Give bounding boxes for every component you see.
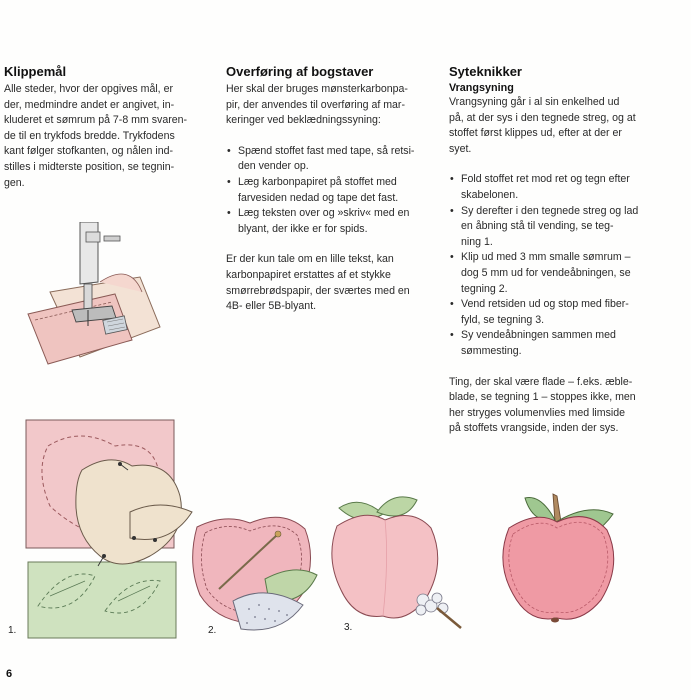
syteknikker-outro-line: Ting, der skal være flade – f.eks. æble- [449,375,633,388]
syteknikker-outro-line: på stoffets vrangside, inden der sys. [449,422,619,435]
klippemaal-line: kluderet et sømrum på 7-8 mm svaren- [4,114,188,127]
syteknikker-list [449,172,649,359]
column-syteknikker [449,64,649,437]
column-klippemaal [4,64,204,191]
figure-1-label: 1. [8,625,17,636]
overfoering-list [226,144,431,238]
syteknikker-outro-line: blade, se tegning 1 – stoppes ikke, men [449,391,636,404]
column-overfoering [226,64,431,315]
figure-2-illustration [185,505,320,640]
overfoering-intro-line: pir, der anvendes til overføring af mar- [226,98,405,111]
syteknikker-intro-line: syet. [449,142,472,155]
finished-apple-illustration [495,484,625,634]
list-item: • Klip ud med 3 mm smalle sømrum – dog 5 mm ud for vendeåbningen, se tegning 2. [449,250,649,297]
figure-2-label: 2. [208,625,217,636]
subheading-vrangsyning: Vrangsyning [449,82,514,94]
overfoering-outro-line: smørrebrødspapir, der sværtes med en [226,284,410,297]
heading-klippemaal: Klippemål [4,64,67,79]
klippemaal-line: de til en trykfods bredde. Trykfodens [4,129,175,142]
list-item: • Sy derefter i den tegnede streg og lad en åbning stå til vending, se teg- ning 1. [449,204,649,251]
klippemaal-line: Alle steder, hvor der opgives mål, er [4,83,173,95]
figure-1-illustration [20,416,200,642]
heading-overfoering: Overføring af bogstaver [226,64,374,79]
klippemaal-line: stilles i midterste position, se tegnin- [4,160,175,173]
overfoering-outro-line: Er der kun tale om en lille tekst, kan [226,253,394,266]
page-number: 6 [6,668,13,680]
klippemaal-line: der, medmindre andet er angivet, in- [4,98,175,111]
list-item: • Sy vendeåbningen sammen med sømmesting. [449,328,649,359]
overfoering-intro-line: keringer ved beklædningssyning: [226,114,381,127]
overfoering-outro-line: karbonpapiret erstattes af et stykke [226,268,391,281]
list-item: • Læg karbonpapiret på stoffet med farvesiden nedad og tape det fast. [226,175,431,206]
list-item: • Spænd stoffet fast med tape, så retsi- den vender op. [226,144,431,175]
list-item: • Vend retsiden ud og stop med fiber- fyld, se tegning 3. [449,297,649,328]
syteknikker-intro-line: på, at der sys i den tegnede streg, og at [449,111,636,124]
list-item: • Læg teksten over og »skriv« med en blyant, der ikke er for spids. [226,206,431,237]
klippemaal-line: kant følger stofkanten, og nålen ind- [4,145,174,158]
sewing-machine-illustration [20,222,165,372]
figure-3-label: 3. [344,622,353,633]
heading-syteknikker: Syteknikker [449,64,522,79]
figure-3-illustration [325,490,475,640]
overfoering-intro-line: Her skal der bruges mønsterkarbonpa- [226,83,408,95]
overfoering-outro-line: 4B- eller 5B-blyant. [226,300,317,313]
syteknikker-outro-line: her stryges volumenvlies med limside [449,406,626,419]
list-item: • Fold stoffet ret mod ret og tegn efter skabelonen. [449,172,649,203]
klippemaal-line: gen. [4,176,25,189]
syteknikker-intro-line: stoffet først klippes ud, efter at der er [449,127,622,140]
syteknikker-intro-line: Vrangsyning går i al sin enkelhed ud [449,96,620,108]
